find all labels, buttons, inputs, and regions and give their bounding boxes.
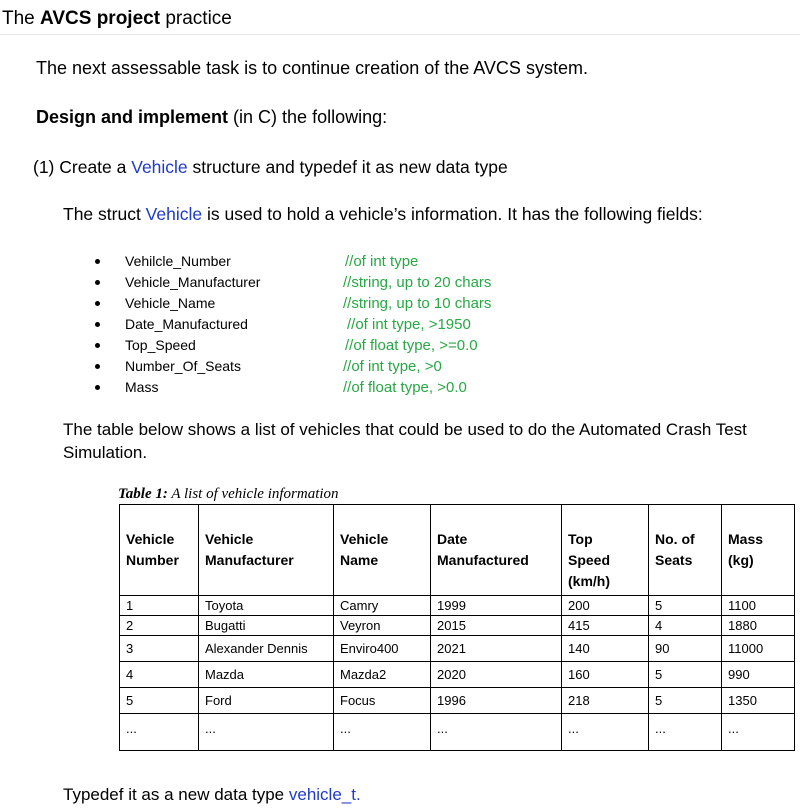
column-header: Mass (kg) [722,505,795,596]
table-row [120,616,795,636]
column-header: Date Manufactured [431,505,562,596]
bullet-icon [95,385,100,390]
table-cell: 1880 [722,616,795,636]
struct-description: The struct Vehicle is used to hold a vehicle’s information. It has the following fields: [63,204,703,224]
column-header: Vehicle Number [120,505,199,596]
table-cell: 1 [120,596,199,616]
table-row [120,636,795,662]
table-cell: 5 [120,688,199,714]
design-heading: Design and implement (in C) the following: [36,107,388,127]
table-cell: Alexander Dennis [199,636,334,662]
column-header: Vehicle Manufacturer [199,505,334,596]
bullet-icon [95,364,100,369]
intro-text: The next assessable task is to continue creation of the AVCS system. [36,58,588,78]
table-cell: Toyota [199,596,334,616]
table-cell: Ford [199,688,334,714]
bullet-icon [95,322,100,327]
table-cell: 1999 [431,596,562,616]
vehicle-link[interactable]: Vehicle [131,157,188,177]
table-row [120,714,795,751]
bullet-icon [95,343,100,348]
table-cell: ... [649,714,722,751]
table-header-row [120,505,795,596]
page-title: The AVCS project practice [2,8,232,29]
table-cell: 5 [649,596,722,616]
table-cell: 1996 [431,688,562,714]
table-cell: ... [431,714,562,751]
table-cell: 5 [649,688,722,714]
table-cell: ... [199,714,334,751]
table-cell: 160 [562,662,649,688]
table-cell: 5 [649,662,722,688]
table-cell: ... [562,714,649,751]
table-row [120,662,795,688]
table-cell: 2 [120,616,199,636]
table-cell: Enviro400 [334,636,431,662]
table-cell: 2021 [431,636,562,662]
table-cell: 218 [562,688,649,714]
table-cell: 990 [722,662,795,688]
table-cell: Mazda [199,662,334,688]
table-caption: Table 1: A list of vehicle information [118,486,339,502]
table-cell: Focus [334,688,431,714]
table-cell: 4 [120,662,199,688]
column-header: No. of Seats [649,505,722,596]
table-cell: 2015 [431,616,562,636]
typedef-text: Typedef it as a new data type vehicle_t. [63,785,361,804]
table-cell: Bugatti [199,616,334,636]
table-cell: 4 [649,616,722,636]
table-cell: 200 [562,596,649,616]
table-cell: 11000 [722,636,795,662]
table-cell: 415 [562,616,649,636]
table-row [120,596,795,616]
table-cell: ... [722,714,795,751]
bullet-icon [95,280,100,285]
table-cell: 1350 [722,688,795,714]
vehicle-t-link[interactable]: vehicle_t. [288,785,361,804]
step-1-text: (1) Create a Vehicle structure and typedef it as new data type [33,157,508,177]
table-cell: 90 [649,636,722,662]
table-cell: Camry [334,596,431,616]
column-header: Top Speed (km/h) [562,505,649,596]
table-intro: The table below shows a list of vehicles that could be used to do the Automated Crash Test Simulation. [63,420,747,462]
vehicle-link[interactable]: Vehicle [145,204,203,224]
table-cell: Veyron [334,616,431,636]
table-cell: 3 [120,636,199,662]
bullet-icon [95,259,100,264]
table-row [120,688,795,714]
table-cell: 140 [562,636,649,662]
vehicle-table [119,504,795,751]
table-cell: 2020 [431,662,562,688]
title-divider [0,34,800,35]
table-cell: 1100 [722,596,795,616]
table-cell: Mazda2 [334,662,431,688]
column-header: Vehicle Name [334,505,431,596]
table-cell: ... [120,714,199,751]
table-cell: ... [334,714,431,751]
bullet-icon [95,301,100,306]
